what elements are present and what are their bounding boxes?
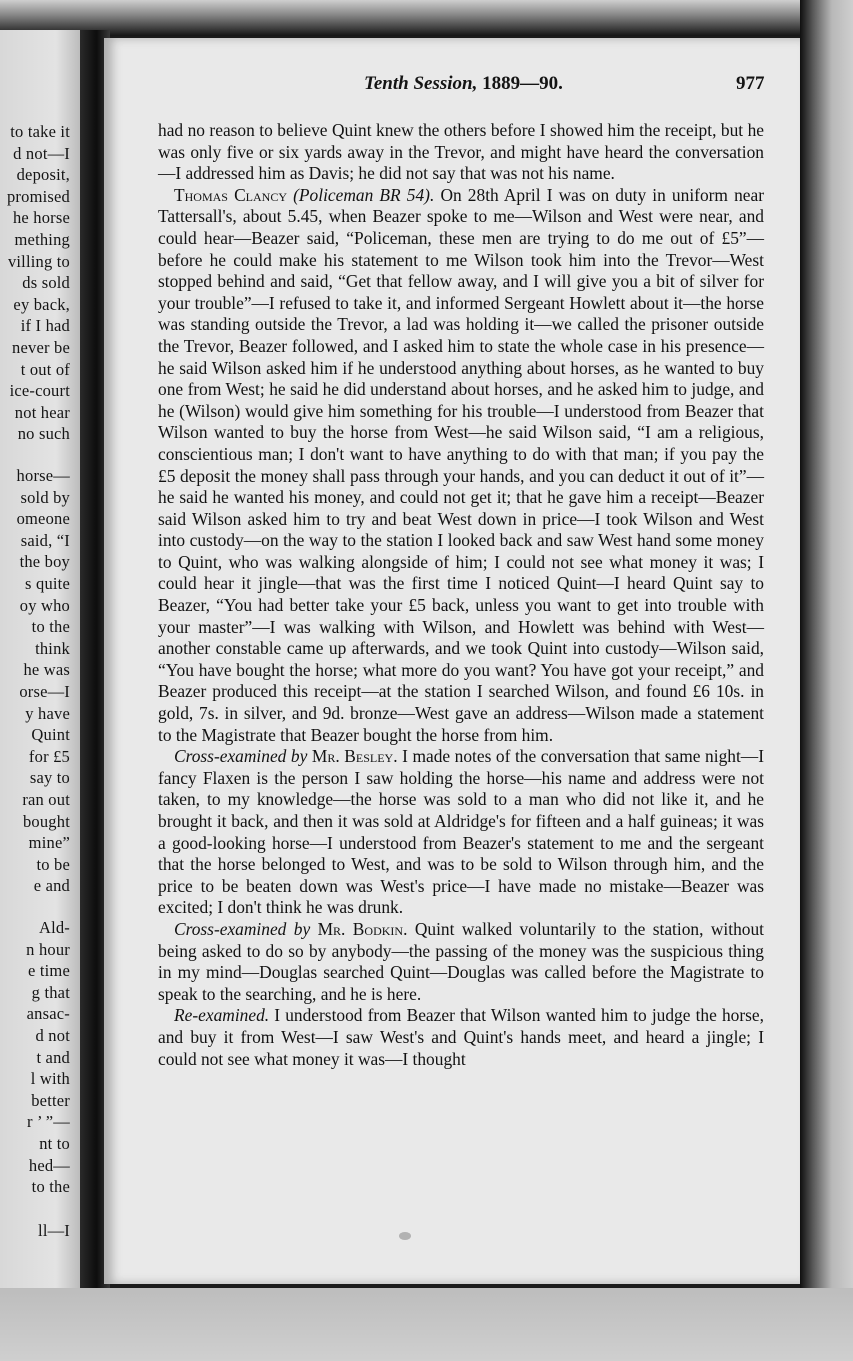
- fragment-line: t and: [36, 1047, 70, 1067]
- page-number: 977: [736, 73, 765, 94]
- fragment-line: no such: [17, 424, 70, 444]
- fragment-line: ran out: [22, 790, 70, 809]
- fragment-line: orse—I: [19, 682, 70, 701]
- fragment-line: Ald-: [38, 918, 70, 937]
- paragraph-cross-besley: [158, 746, 764, 919]
- fragment-line: d not—I: [13, 143, 70, 163]
- counsel-name: Mr. Besley.: [311, 746, 398, 767]
- fragment-line: said, “I: [20, 530, 70, 550]
- scan-right-edge: [800, 0, 853, 1361]
- fragment-line: r ’ ”—: [26, 1112, 70, 1132]
- paragraph-clancy-testimony: [158, 185, 764, 746]
- re-examined-label: Re-examined.: [174, 1005, 270, 1026]
- fragment-line: e time: [28, 961, 70, 981]
- fragment-line: n hour: [26, 939, 70, 959]
- ink-smudge: [399, 1232, 411, 1240]
- fragment-line: ice-court: [9, 381, 70, 401]
- fragment-line: d not: [35, 1026, 70, 1045]
- counsel-name: Mr. Bodkin.: [317, 918, 408, 939]
- fragment-line: mine”: [28, 833, 70, 853]
- page-body: [158, 120, 764, 1070]
- fragment-line: he was: [23, 660, 70, 680]
- fragment-line: better: [31, 1090, 70, 1110]
- fragment-line: Quint: [31, 725, 70, 745]
- fragment-line: l with: [30, 1069, 70, 1089]
- paragraph-continuation: had no reason to believe Quint knew the others before I showed him the receipt, but he was only five or six yards away in the Trevor, and might have heard the conversation—I addressed him as Davis; he did not say that was not his name.: [158, 120, 764, 184]
- fragment-line: to take it: [10, 122, 70, 141]
- fragment-line: to the: [31, 617, 70, 637]
- fragment-line: to the: [31, 1177, 70, 1197]
- fragment-line: for £5: [28, 746, 70, 766]
- fragment-line: the boy: [19, 552, 70, 572]
- fragment-line: promised: [6, 186, 70, 206]
- scan-bottom-edge: [0, 1288, 853, 1361]
- fragment-line: not hear: [14, 402, 70, 422]
- fragment-line: ansac-: [26, 1004, 70, 1024]
- paragraph-cross-bodkin: [158, 919, 764, 1005]
- fragment-line: ll—I: [38, 1220, 70, 1240]
- fragment-line: ey back,: [13, 294, 70, 314]
- fragment-line: omeone: [16, 509, 70, 529]
- fragment-line: horse—: [16, 466, 70, 485]
- fragment-line: deposit,: [16, 165, 70, 185]
- session-title: Tenth Session, 1889—90.: [364, 73, 563, 94]
- fragment-line: if I had: [20, 316, 70, 336]
- fragment-line: bought: [22, 811, 70, 831]
- cross-examined-label: Cross-examined by: [174, 746, 308, 767]
- fragment-line: oy who: [19, 595, 70, 615]
- fragment-line: nt to: [39, 1134, 70, 1153]
- fragment-line: say to: [29, 768, 70, 788]
- fragment-line: g that: [31, 982, 70, 1002]
- scan-top-edge: [0, 0, 853, 36]
- paragraph-re-examined: [158, 1005, 764, 1070]
- fragment-line: ds sold: [22, 273, 70, 293]
- fragment-line: y have: [25, 703, 70, 723]
- previous-page-fragment: [0, 30, 80, 1288]
- fragment-line: sold by: [20, 487, 70, 507]
- fragment-line: mething: [14, 230, 70, 249]
- fragment-line: s quite: [25, 574, 70, 593]
- fragment-line: to be: [36, 854, 70, 874]
- testimony-text: I understood from Beazer that Wilson wanted him to judge the horse, and buy it from West—I saw West's and Quint's hands meet, and heard a jingle; I could not see what money it was—I thought: [158, 1005, 765, 1069]
- testimony-text: Quint walked voluntarily to the station, without being asked to do so by anybody—the passing of the money was the suspicious thing in my mind—Douglas searched Quint—Douglas was called before the Magistrate to speak to the searching, and he is here.: [158, 918, 764, 1004]
- fragment-line: think: [35, 638, 70, 658]
- fragment-line: e and: [33, 876, 70, 896]
- cross-examined-label: Cross-examined by: [174, 918, 311, 939]
- fragment-line: never be: [12, 338, 70, 357]
- running-head: [0, 73, 853, 97]
- testimony-text: I made notes of the conversation that same night—I fancy Flaxen is the person I saw holding the horse—his name and address were not taken, to my knowledge—the horse was sold to a man who did not like it, and he brought it back, and then it was sold at Aldridge's for fifteen and a half guineas; it was a good-looking horse—I understood from Beazer's statement to me and the sergeant that the horse belonged to West, and was to be sold to Wilson through him, and the price to be beaten down was West's price—I have made no mistake—Beazer was excited; I don't think he was drunk.: [158, 746, 764, 918]
- testimony-text: On 28th April I was on duty in uniform near Tattersall's, about 5.45, when Beazer spoke to me—Wilson and West were near, and could hear—Beazer said, “Policeman, these men are trying to do me out of £5”—before he could make his statement to me Wilson took him into the Trevor—West stopped behind and said, “Get that fellow away, and I will give you a bit of silver for your trouble”—I refused to take it, and informed Sergeant Howlett about it—the horse was standing outside the Trevor, a lad was holding it—we called the prisoner outside the Trevor, Beazer followed, and I asked him to state the whole case in his presence—he said Wilson asked him if he understood anything about horses, as he wanted to buy one from West; he said he did understand about horses, and he asked him to judge, and he (Wilson) would give him something for his trouble—I understood from Beazer that Wilson wanted to buy the horse from West—he said Wilson said, “I am a religious, conscientious man; I don't want to have anything to do with that man; if you pay the £5 deposit the money shall pass through your hands, and you can deduct it out of it”—he said he wanted his money, and could not get it; that he gave him a receipt—Beazer said Wilson asked him to try and beat West down in price—I took Wilson and West into custody—on the way to the station I looked back and saw West hand some money to Quint, who was walking alongside of him; I could not see what money it was; I could hear it jingle—that was the first time I noticed Quint—I heard Quint say to Beazer, “You had better take your £5 back, unless you want to get into trouble with your master”—I was walking with Wilson, and Howlett was behind with West—another constable came up afterwards, and we took Quint into custody—Wilson said, “You have bought the horse; what more do you want? You have got your receipt,” and Beazer produced this receipt—at the station I searched Wilson, and found £6 10s. in gold, 7s. in silver, and 9d. bronze—West gave an address—Wilson made a statement to the Magistrate that Beazer bought the horse from him.: [158, 184, 764, 745]
- witness-role: (Policeman BR 54).: [293, 184, 435, 205]
- fragment-line: he horse: [12, 208, 70, 228]
- fragment-line: t out of: [20, 359, 70, 379]
- witness-name: Thomas Clancy: [174, 184, 288, 205]
- fragment-line: villing to: [7, 251, 70, 271]
- fragment-line: hed—: [28, 1155, 70, 1175]
